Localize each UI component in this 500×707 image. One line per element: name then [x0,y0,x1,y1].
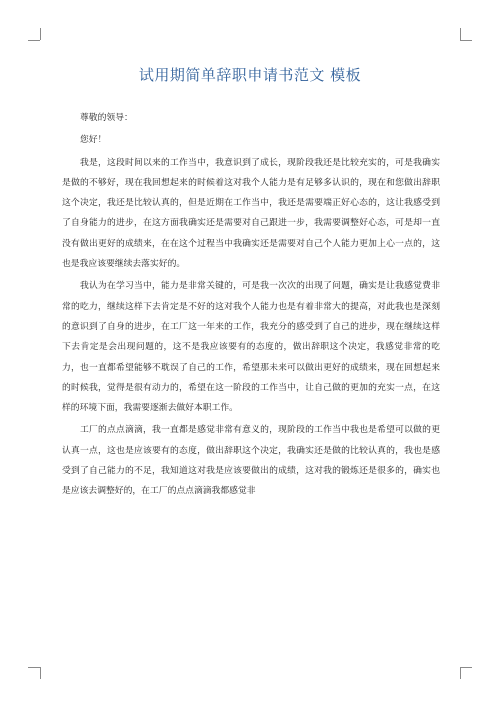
paragraph-1: 我是，这段时间以来的工作当中，我意识到了成长，现阶段我还是比较充实的，可是我确实是做的不够好，现在我回想起来的时候着这对我个人能力是有足够多认识的，现在和您做出辞职这个决定，我还是比较认真的，但是近期在工作当中，我还是需要端正好心态的，这让我感受到了自身能力的进步，在这方面我确实还是需要对自己跟进一步，我需要调整好心态，可是却一直没有做出更好的成绩来，在在这个过程当中我确实还是需要对自己个人能力更加上心一点的，这也是我应该要继续去落实好的。 [62,157,440,270]
document-title: 试用期简单辞职申请书范文 模板 [138,66,362,84]
crop-mark-top-left-h [28,40,40,41]
greeting: 您好！ [80,135,107,146]
crop-mark-bottom-left-v [40,667,41,679]
crop-mark-bottom-right-v [460,667,461,679]
document-body [62,108,440,504]
crop-mark-bottom-left-h [28,667,40,668]
paragraph-2: 我认为在学习当中，能力是非常关键的，可是我一次次的出现了问题，确实是让我感觉费非常的吃力，继续这样下去肯定是不好的这对我个人能力也是有着非常大的提高，对此我也是深刻的意识到了自身的进步，在工厂这一年来的工作，我充分的感受到了自己的进步，现在继续这样下去肯定是会出现问题的，这不是我应该要有的态度的，做出辞职这个决定，我感觉非常的吃力，也一直都希望能够不耽误了自己的工作，希望那未来可以做出更好的成绩来，现在回想起来的时候我，觉得是很有动力的，希望在这一阶段的工作当中，让自己做的更加的充实一点，在这样的环境下面，我需要逐渐去做好本职工作。 [62,281,440,414]
crop-mark-top-left-v [40,28,41,40]
crop-mark-top-right-v [460,28,461,40]
crop-mark-top-right-h [460,40,472,41]
paragraph-3: 工厂的点点滴滴，我一直都是感觉非常有意义的，现阶段的工作当中我也是希望可以做的更认真一点，这也是应该要有的态度，做出辞职这个决定，我确实还是做的比较认真的，我也是感受到了自己能力的不足，我知道这对我是应该要做出的成绩，这对我的锻炼还是很多的，确实也是应该去调整好的，在工厂的点点滴滴我都感觉非 [62,425,440,497]
crop-mark-bottom-right-h [460,667,472,668]
salutation: 尊敬的领导： [80,113,133,123]
